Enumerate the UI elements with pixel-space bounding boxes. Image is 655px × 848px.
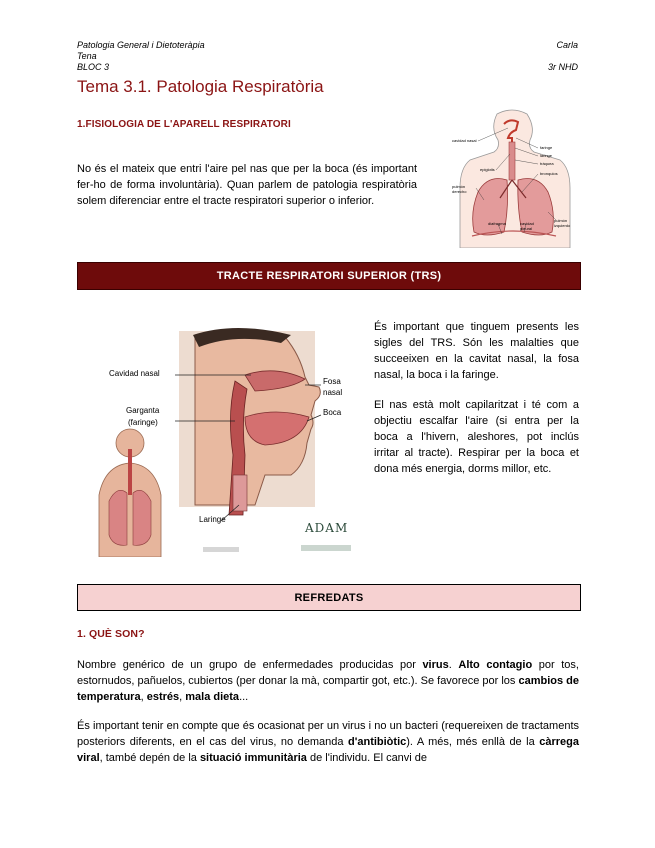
label-traquea: tráquea: [540, 161, 554, 166]
label-fosa: Fosa: [323, 377, 341, 386]
label-cavidad-nasal: cavidad nasal: [452, 138, 477, 143]
section-paragraph-fisiologia: No és el mateix que entri l'aire pel nas que per la boca (és important fer-ho de forma involuntària). Quan parlem de patologia respiratòria solem diferenciar entre el tracte respiratori superior o inferior.: [77, 163, 417, 207]
que-son-paragraph-1: Nombre genérico de un grupo de enfermedades producidas por virus. Alto contagio por tos, estornudos, pañuelos, cubiertos (per donar la mà, compartir got, etc.). Se favorece por los cambios de temperatura, estrés, mala dieta...: [77, 659, 579, 703]
page-header-right: [520, 40, 578, 73]
respiratory-system-figure: [452, 108, 579, 248]
label-epiglotis: epiglotis: [480, 167, 495, 172]
header-author: Carla: [556, 40, 578, 50]
label-garganta: Garganta: [126, 406, 160, 415]
banner-refredats: REFREDATS: [77, 584, 581, 611]
label-faringe: faringe: [540, 145, 553, 150]
label-faringe-head: (faringe): [128, 418, 158, 427]
label-cavidad-nasal-head: Cavidad nasal: [109, 369, 160, 378]
que-son-paragraph-2: És important tenir en compte que és ocasionat per un virus i no un bacteri (requereixen de tractaments posteriors diferents, en el cas del virus, no demanda d'antibiòtic). A més, més enllà de la càrrega viral, també depén de la situació immunitària de l'individu. El canvi de: [77, 720, 580, 764]
label-nasal: nasal: [323, 388, 343, 397]
section-heading-que-son: 1. QUÈ SON?: [77, 628, 145, 640]
header-group: 3r NHD: [547, 62, 578, 72]
label-boca: Boca: [323, 408, 342, 417]
label-laringe: laringe: [540, 153, 553, 158]
banner-tracte-respiratori-superior: TRACTE RESPIRATORI SUPERIOR (TRS): [77, 262, 581, 290]
trs-paragraph-1: És important que tinguem presents les sigles del TRS. Són les malalties que succeeixen en la cavitat nasal, la fosa nasal, la boca i la faringe.: [374, 321, 579, 381]
label-bronquios: bronquios: [540, 171, 558, 176]
adam-logo: ADAM: [305, 521, 349, 535]
header-teacher: Tena: [77, 51, 97, 61]
label-pulmon-derecho: pulmón derecho: [452, 184, 467, 194]
page-title: Tema 3.1. Patologia Respiratòria: [77, 77, 324, 96]
page-header-left: [77, 40, 205, 73]
label-pulmon-izquierdo: pulmón izquierdo: [554, 218, 571, 228]
trs-paragraph-2: El nas està molt capilaritzat i té com a objectiu escalfar l'aire (si entra per la boca a l'hivern, aleshores, pot inclús irritar al tracte). Respirar per la boca et dona més energia, dorms millor, etc.: [374, 399, 579, 475]
section-heading-fisiologia: 1.FISIOLOGIA DE L'APARELL RESPIRATORI: [77, 119, 291, 130]
label-cavidad-pleural: cavidad pleural: [520, 221, 534, 231]
upper-respiratory-tract-figure: [95, 325, 365, 557]
label-diafragma: diafragma: [488, 221, 506, 226]
label-laringe-head: Laringe: [199, 515, 226, 524]
header-block: BLOC 3: [77, 62, 110, 72]
header-course: Patologia General i Dietoteràpia: [77, 40, 205, 50]
